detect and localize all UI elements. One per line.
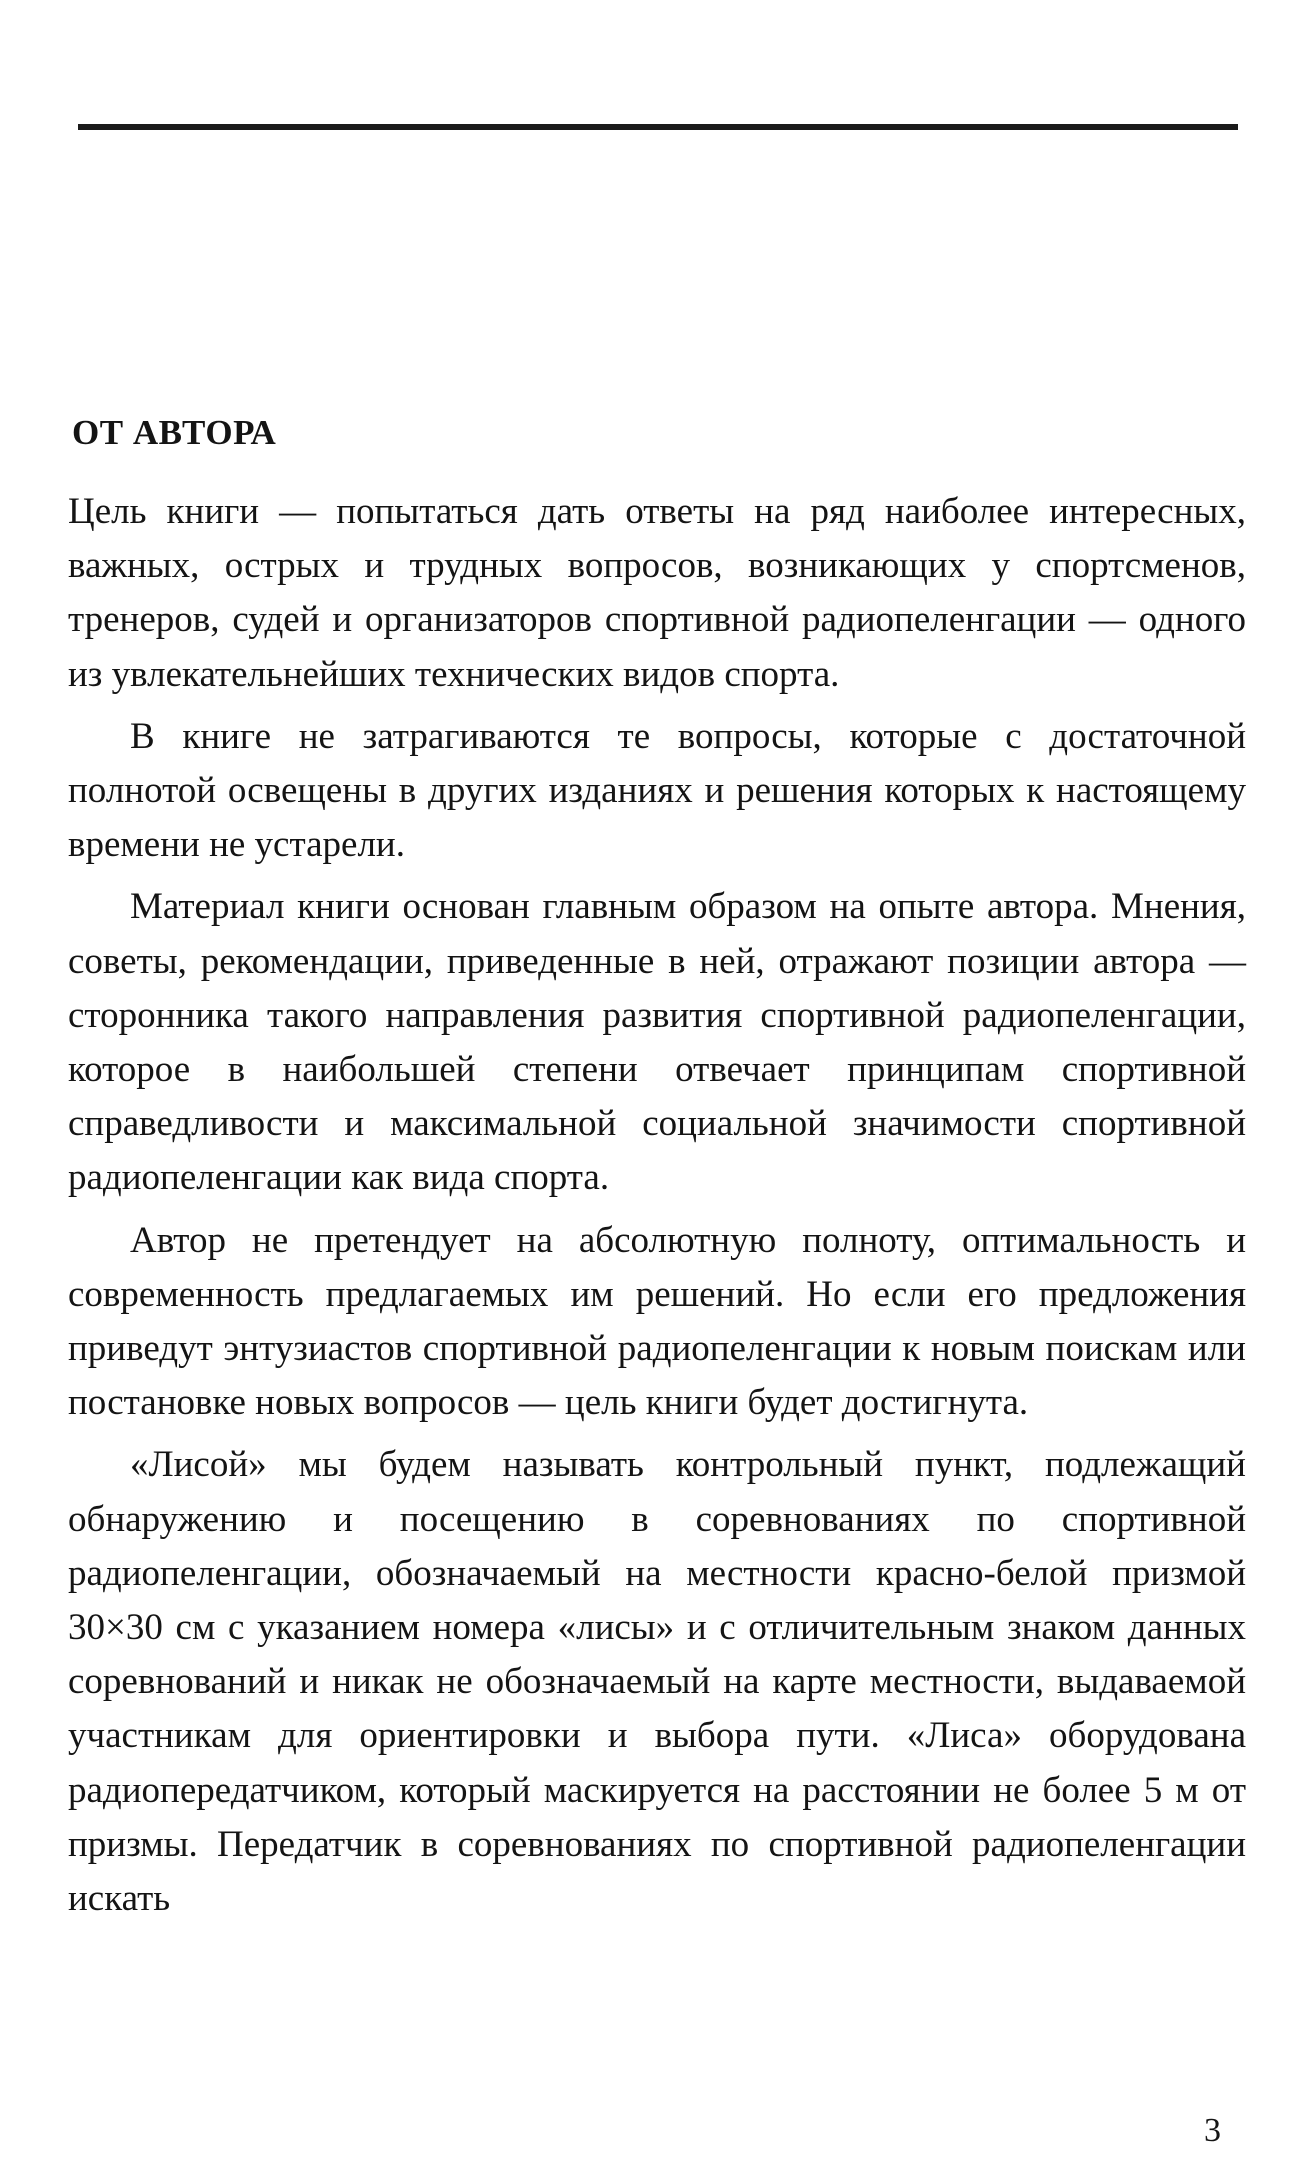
paragraph: Автор не претендует на абсолютную полноту, оптимальность и современность предлагаемых им решений. Но если его предложения приведут энтузиастов спортивной радиопеленгации к новым поискам или постановке новых вопросов — цель книги будет достигнута. [68,1219,1246,1424]
header-rule [78,124,1238,130]
paragraph: «Лисой» мы будем называть контрольный пункт, подлежащий обнаружению и посещению в соревнованиях по спортивной радиопеленгации, обозначаемый на местности красно-белой призмой 30×30 см с указанием номера «лисы» и с отличительным знаком данных соревнований и никак не обозначаемый на карте местности, выдаваемой участникам для ориентировки и выбора пути. «Лиса» оборудована радиопередатчиком, который маскируется на расстоянии не более 5 м от призмы. Передатчик в соревнованиях по спортивной радиопеленгации искать [68,1444,1246,1920]
paragraph: В книге не затрагиваются те вопросы, которые с достаточной полнотой освещены в других изданиях и решения которых к настоящему времени не устарели. [68,715,1246,866]
paragraph: Материал книги основан главным образом на опыте автора. Мнения, советы, рекомендации, приведенные в ней, отражают позиции автора — сторонника такого направления развития спортивной радиопеленгации, которое в наибольшей степени отвечает принципам спортивной справедливости и максимальной социальной значимости спортивной радиопеленгации как вида спорта. [68,886,1246,1199]
body-text [68,485,1246,1934]
paragraph: Цель книги — попытаться дать ответы на ряд наиболее интересных, важных, острых и трудных вопросов, возникающих у спортсменов, тренеров, судей и организаторов спортивной радиопеленгации — одного из увлекательнейших технических видов спорта. [68,491,1246,695]
page-number: 3 [1204,2112,1221,2149]
section-heading: ОТ АВТОРА [72,413,277,452]
